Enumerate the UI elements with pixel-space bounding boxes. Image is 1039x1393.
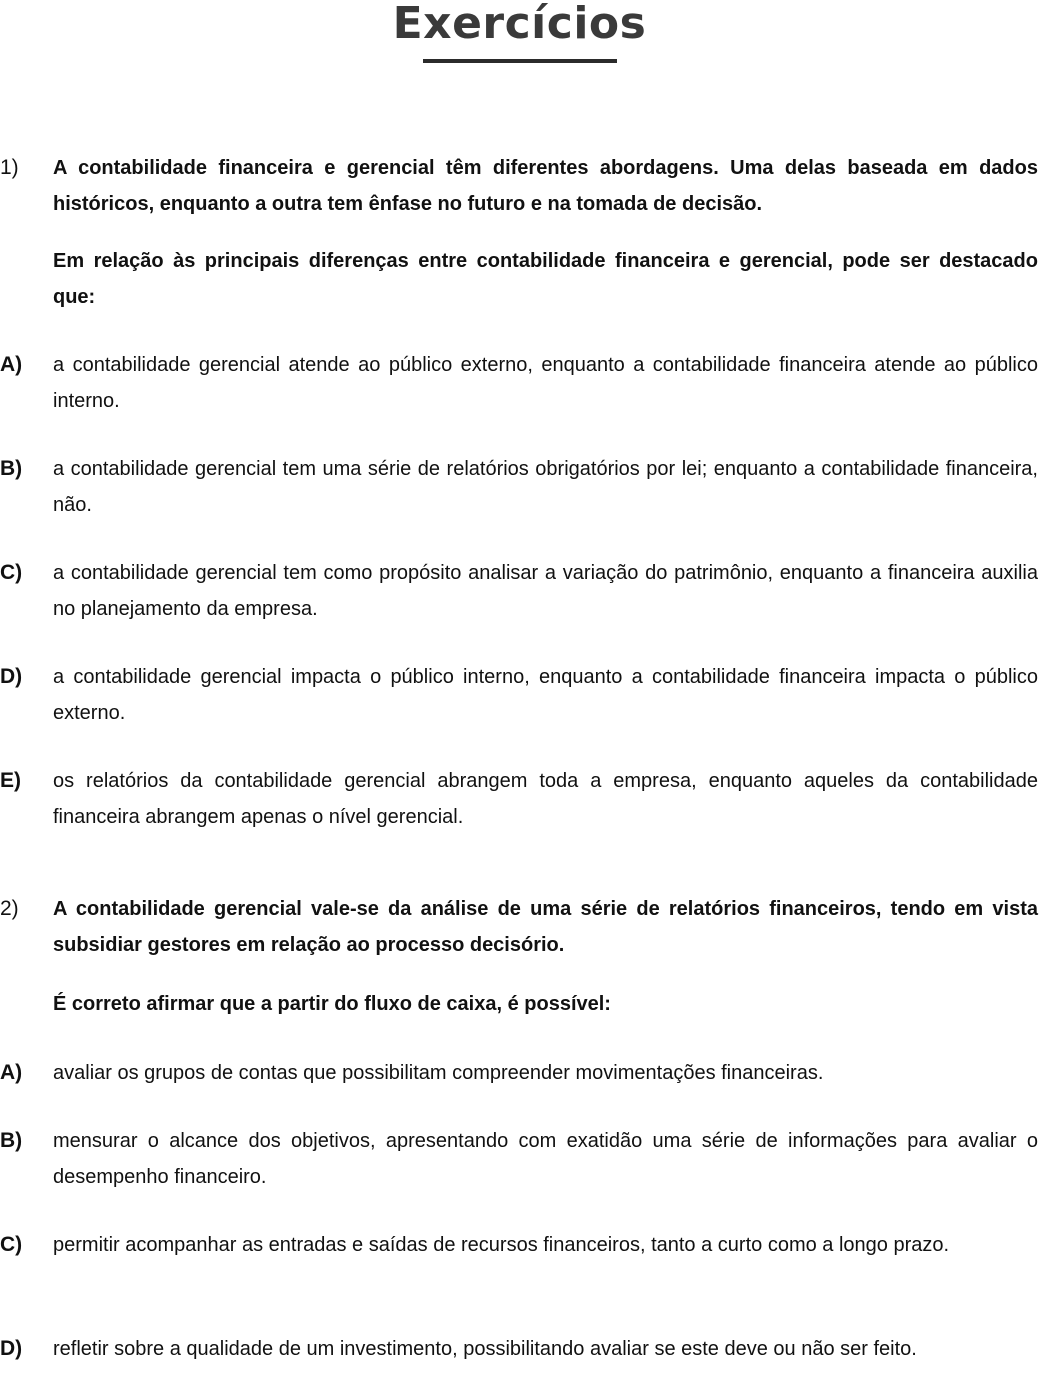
option-letter: B)	[0, 1129, 23, 1152]
question-number: 2)	[0, 897, 19, 920]
question-prompt: É correto afirmar que a partir do fluxo de caixa, é possível:	[53, 993, 611, 1015]
option-text: mensurar o alcance dos objetivos, apresentando com exatidão uma série de informações para avaliar o desempenho financeiro.	[53, 1130, 1038, 1188]
question-number: 1)	[0, 156, 19, 179]
option-text: refletir sobre a qualidade de um investimento, possibilitando avaliar se este deve ou não ser feito.	[53, 1338, 917, 1360]
option-letter: A)	[0, 353, 23, 376]
question-statement: A contabilidade financeira e gerencial têm diferentes abordagens. Uma delas baseada em dados históricos, enquanto a outra tem ênfase no futuro e na tomada de decisão.	[53, 157, 1038, 215]
option-text: avaliar os grupos de contas que possibilitam compreender movimentações financeiras.	[53, 1062, 824, 1084]
option-text: a contabilidade gerencial tem uma série de relatórios obrigatórios por lei; enquanto a contabilidade financeira, não.	[53, 458, 1038, 516]
option-text: a contabilidade gerencial atende ao público externo, enquanto a contabilidade financeira atende ao público interno.	[53, 354, 1038, 412]
option-text: a contabilidade gerencial tem como propósito analisar a variação do patrimônio, enquanto a financeira auxilia no planejamento da empresa.	[53, 562, 1038, 620]
option-letter: D)	[0, 1337, 23, 1360]
question-prompt: Em relação às principais diferenças entre contabilidade financeira e gerencial, pode ser destacado que:	[53, 250, 1038, 308]
option-letter: B)	[0, 457, 23, 480]
question-statement: A contabilidade gerencial vale-se da análise de uma série de relatórios financeiros, tendo em vista subsidiar gestores em relação ao processo decisório.	[53, 898, 1038, 956]
option-letter: D)	[0, 665, 23, 688]
option-letter: C)	[0, 561, 23, 584]
option-text: permitir acompanhar as entradas e saídas de recursos financeiros, tanto a curto como a longo prazo.	[53, 1234, 950, 1256]
option-text: a contabilidade gerencial impacta o público interno, enquanto a contabilidade financeira impacta o público externo.	[53, 666, 1038, 724]
page-title: Exercícios	[392, 0, 647, 49]
option-letter: A)	[0, 1061, 23, 1084]
option-text: os relatórios da contabilidade gerencial abrangem toda a empresa, enquanto aqueles da contabilidade financeira abrangem apenas o nível gerencial.	[53, 770, 1038, 828]
option-letter: E)	[0, 769, 21, 792]
title-underline	[423, 59, 617, 63]
option-letter: C)	[0, 1233, 23, 1256]
